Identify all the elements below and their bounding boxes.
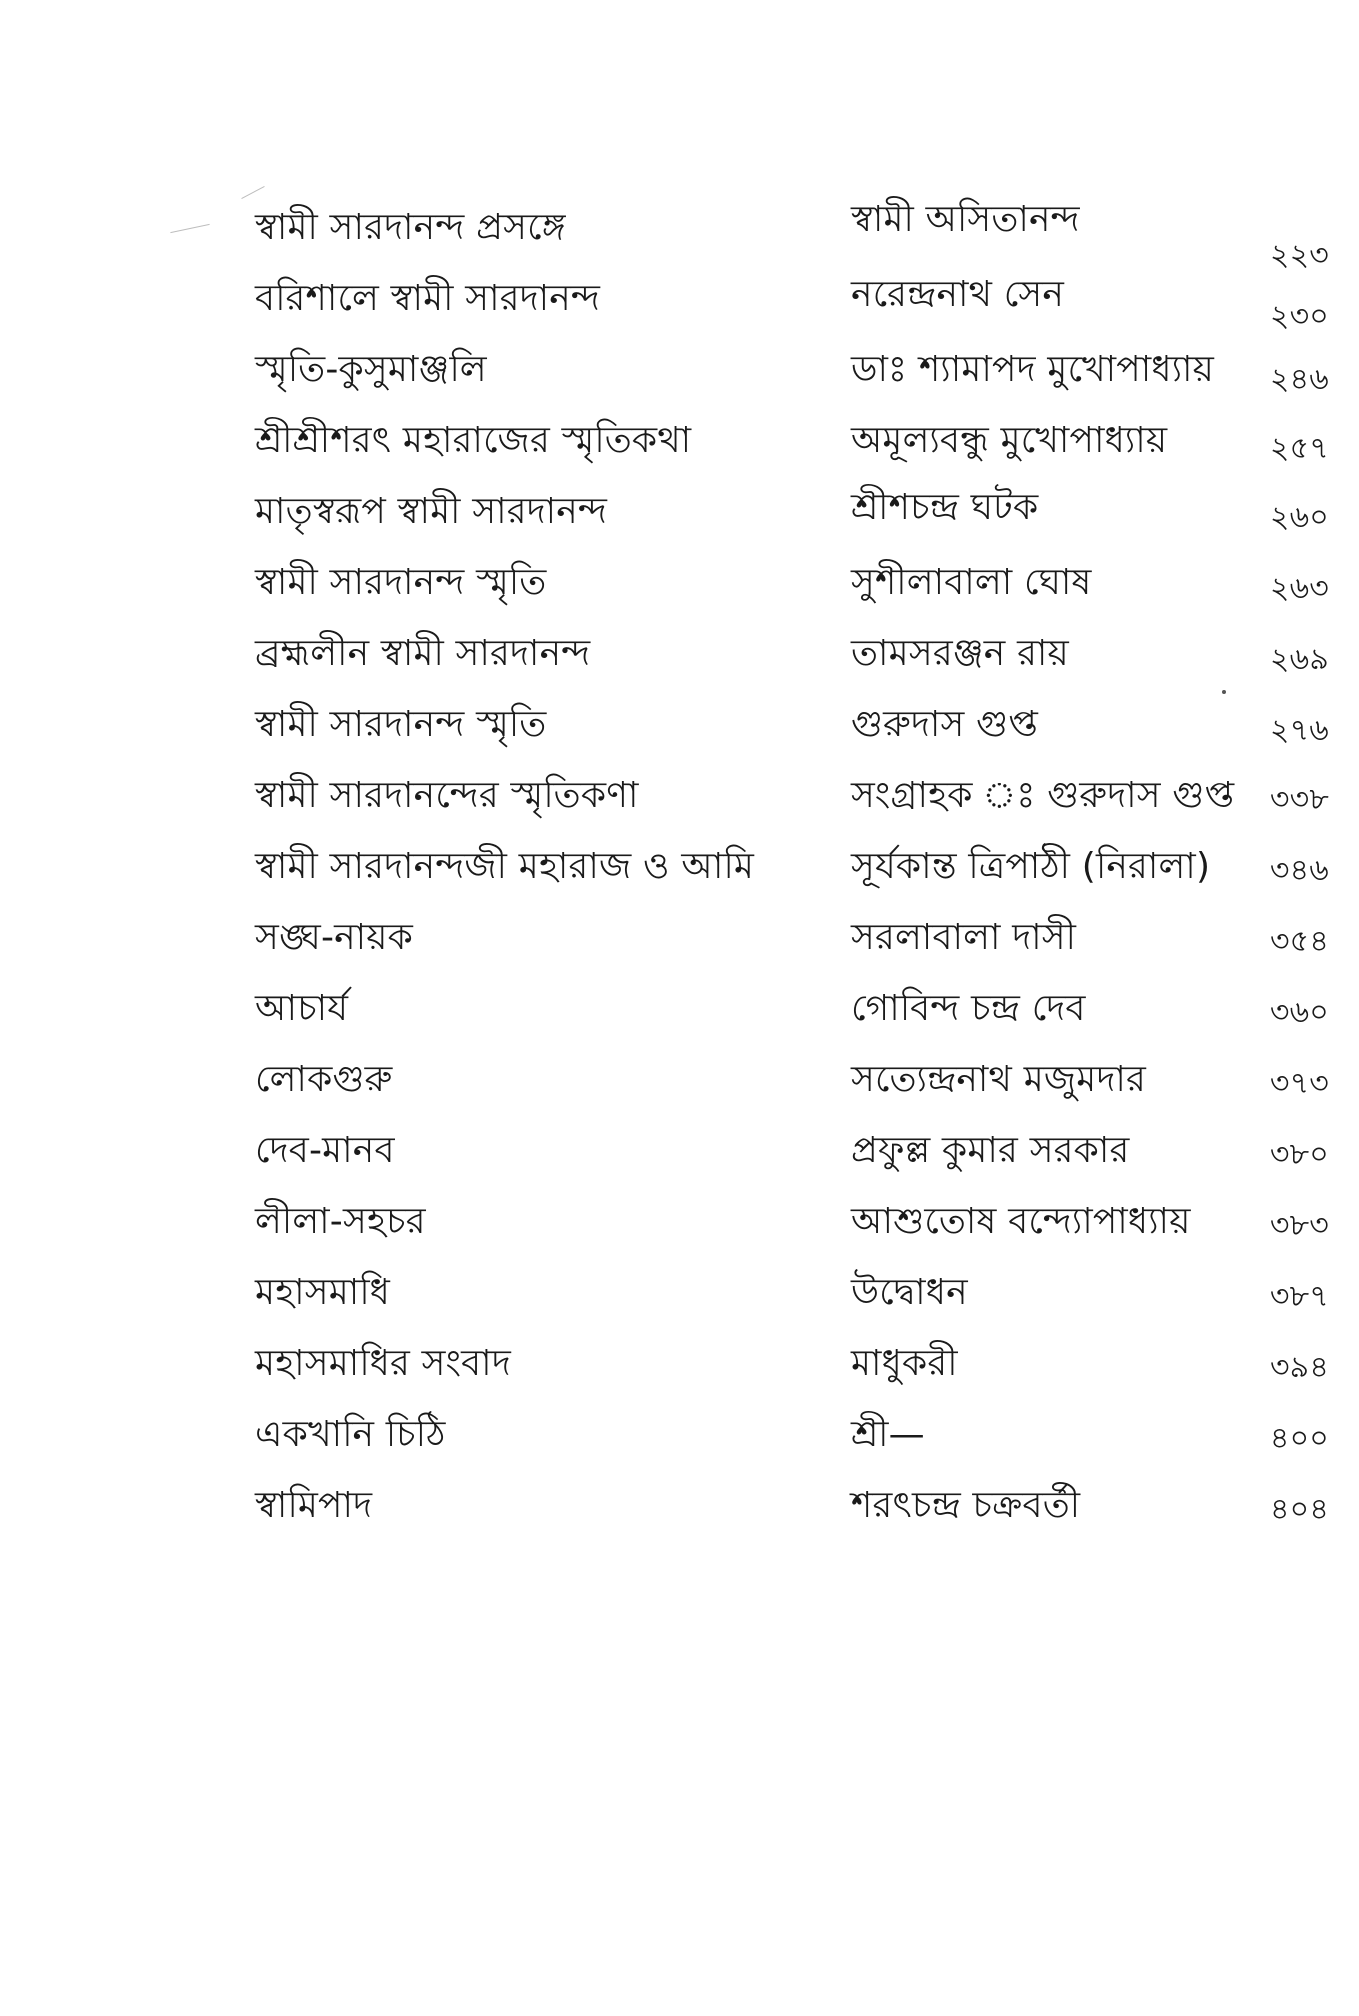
entry-page-number: ৩৮৭: [1269, 1279, 1329, 1314]
entry-title: স্বামী সারদানন্দ স্মৃতি: [255, 704, 547, 745]
entry-author: ডাঃ শ্যামাপদ মুখোপাধ্যায়: [851, 349, 1215, 390]
entry-author: উদ্বোধন: [851, 1272, 968, 1313]
entry-author: গুরুদাস গুপ্ত: [851, 704, 1039, 745]
entry-page-number: ২৭৬: [1269, 713, 1329, 748]
toc-entry: [0, 1269, 1359, 1340]
entry-page-number: ২৬৩: [1269, 571, 1329, 606]
entry-title: ব্রহ্মলীন স্বামী সারদানন্দ: [255, 633, 591, 674]
entry-page-number: ২৩০: [1269, 299, 1329, 334]
entry-page-number: ৪০৪: [1269, 1492, 1329, 1527]
entry-author: অমূল্যবন্ধু মুখোপাধ্যায়: [851, 420, 1168, 461]
entry-page-number: ৩৫৪: [1269, 924, 1329, 959]
entry-author: স্বামী অসিতানন্দ: [851, 199, 1080, 240]
entry-author: নরেন্দ্রনাথ সেন: [851, 274, 1065, 315]
toc-entry: [0, 843, 1359, 914]
entry-title: স্মৃতি-কুসুমাঞ্জলি: [255, 349, 487, 390]
toc-entry: [0, 985, 1359, 1056]
entry-title: লীলা-সহচর: [255, 1201, 426, 1242]
entry-author: সংগ্রাহক ঃ গুরুদাস গুপ্ত: [851, 775, 1235, 816]
entry-author: শরৎচন্দ্র চক্রবর্তী: [851, 1485, 1081, 1526]
entry-title: স্বামী সারদানন্দ প্রসঙ্গে: [255, 207, 566, 248]
entry-title: স্বামী সারদানন্দ স্মৃতি: [255, 562, 547, 603]
toc-entry: [0, 1340, 1359, 1411]
entry-author: মাধুকরী: [851, 1343, 958, 1384]
entry-author: সত্যেন্দ্রনাথ মজুমদার: [851, 1059, 1147, 1100]
entry-page-number: ২৬৯: [1269, 642, 1329, 677]
toc-entry: [0, 488, 1359, 559]
entry-page-number: ২৪৬: [1269, 362, 1329, 397]
entry-title: একখানি চিঠি: [255, 1414, 446, 1455]
toc-entry: [0, 1056, 1359, 1127]
entry-title: মাতৃস্বরূপ স্বামী সারদানন্দ: [255, 491, 608, 532]
table-of-contents: [0, 199, 1359, 1553]
entry-title: স্বামিপাদ: [255, 1485, 373, 1526]
toc-entry: [0, 1198, 1359, 1269]
toc-entry: [0, 630, 1359, 701]
entry-page-number: ৪০০: [1269, 1421, 1329, 1456]
entry-title: সঙ্ঘ-নায়ক: [255, 917, 414, 958]
entry-title: বরিশালে স্বামী সারদানন্দ: [255, 278, 601, 319]
entry-page-number: ২২৩: [1269, 238, 1329, 273]
entry-page-number: ৩৮৩: [1269, 1208, 1329, 1243]
entry-author: প্রফুল্ল কুমার সরকার: [851, 1130, 1130, 1171]
entry-page-number: ৩৭৩: [1269, 1066, 1329, 1101]
toc-entry: [0, 275, 1359, 346]
entry-page-number: ৩৪৬: [1269, 853, 1329, 888]
entry-author: শ্রী—: [851, 1414, 925, 1455]
entry-author: সরলাবালা দাসী: [851, 917, 1077, 958]
toc-entry: [0, 772, 1359, 843]
entry-page-number: ৩৮০: [1269, 1137, 1329, 1172]
page-mark: [241, 186, 264, 199]
toc-entry: [0, 1482, 1359, 1553]
entry-page-number: ২৫৭: [1269, 431, 1329, 466]
entry-author: সূর্যকান্ত ত্রিপাঠী (নিরালা): [851, 846, 1211, 887]
entry-page-number: ৩৯৪: [1269, 1350, 1329, 1385]
entry-page-number: ৩৬০: [1269, 995, 1329, 1030]
entry-author: তামসরঞ্জন রায়: [851, 633, 1069, 674]
entry-author: সুশীলাবালা ঘোষ: [851, 562, 1092, 603]
toc-entry: [0, 914, 1359, 985]
entry-author: শ্রীশচন্দ্র ঘটক: [851, 487, 1039, 528]
entry-author: গোবিন্দ চন্দ্র দেব: [851, 988, 1086, 1029]
entry-title: আচার্য: [255, 988, 349, 1029]
toc-entry: [0, 1411, 1359, 1482]
entry-title: শ্রীশ্রীশরৎ মহারাজের স্মৃতিকথা: [255, 420, 692, 461]
toc-entry: [0, 1127, 1359, 1198]
entry-author: আশুতোষ বন্দ্যোপাধ্যায়: [851, 1201, 1191, 1242]
entry-page-number: ৩৩৮: [1269, 782, 1329, 817]
toc-entry: [0, 701, 1359, 772]
entry-title: মহাসমাধি: [255, 1272, 391, 1313]
toc-entry: [0, 199, 1359, 275]
entry-title: দেব-মানব: [255, 1130, 395, 1171]
entry-page-number: ২৬০: [1269, 500, 1329, 535]
toc-entry: [0, 417, 1359, 488]
entry-title: স্বামী সারদানন্দের স্মৃতিকণা: [255, 775, 639, 816]
entry-title: মহাসমাধির সংবাদ: [255, 1343, 511, 1384]
toc-entry: [0, 559, 1359, 630]
entry-title: লোকগুরু: [255, 1059, 393, 1100]
toc-entry: [0, 346, 1359, 417]
entry-title: স্বামী সারদানন্দজী মহারাজ ও আমি: [255, 846, 755, 887]
